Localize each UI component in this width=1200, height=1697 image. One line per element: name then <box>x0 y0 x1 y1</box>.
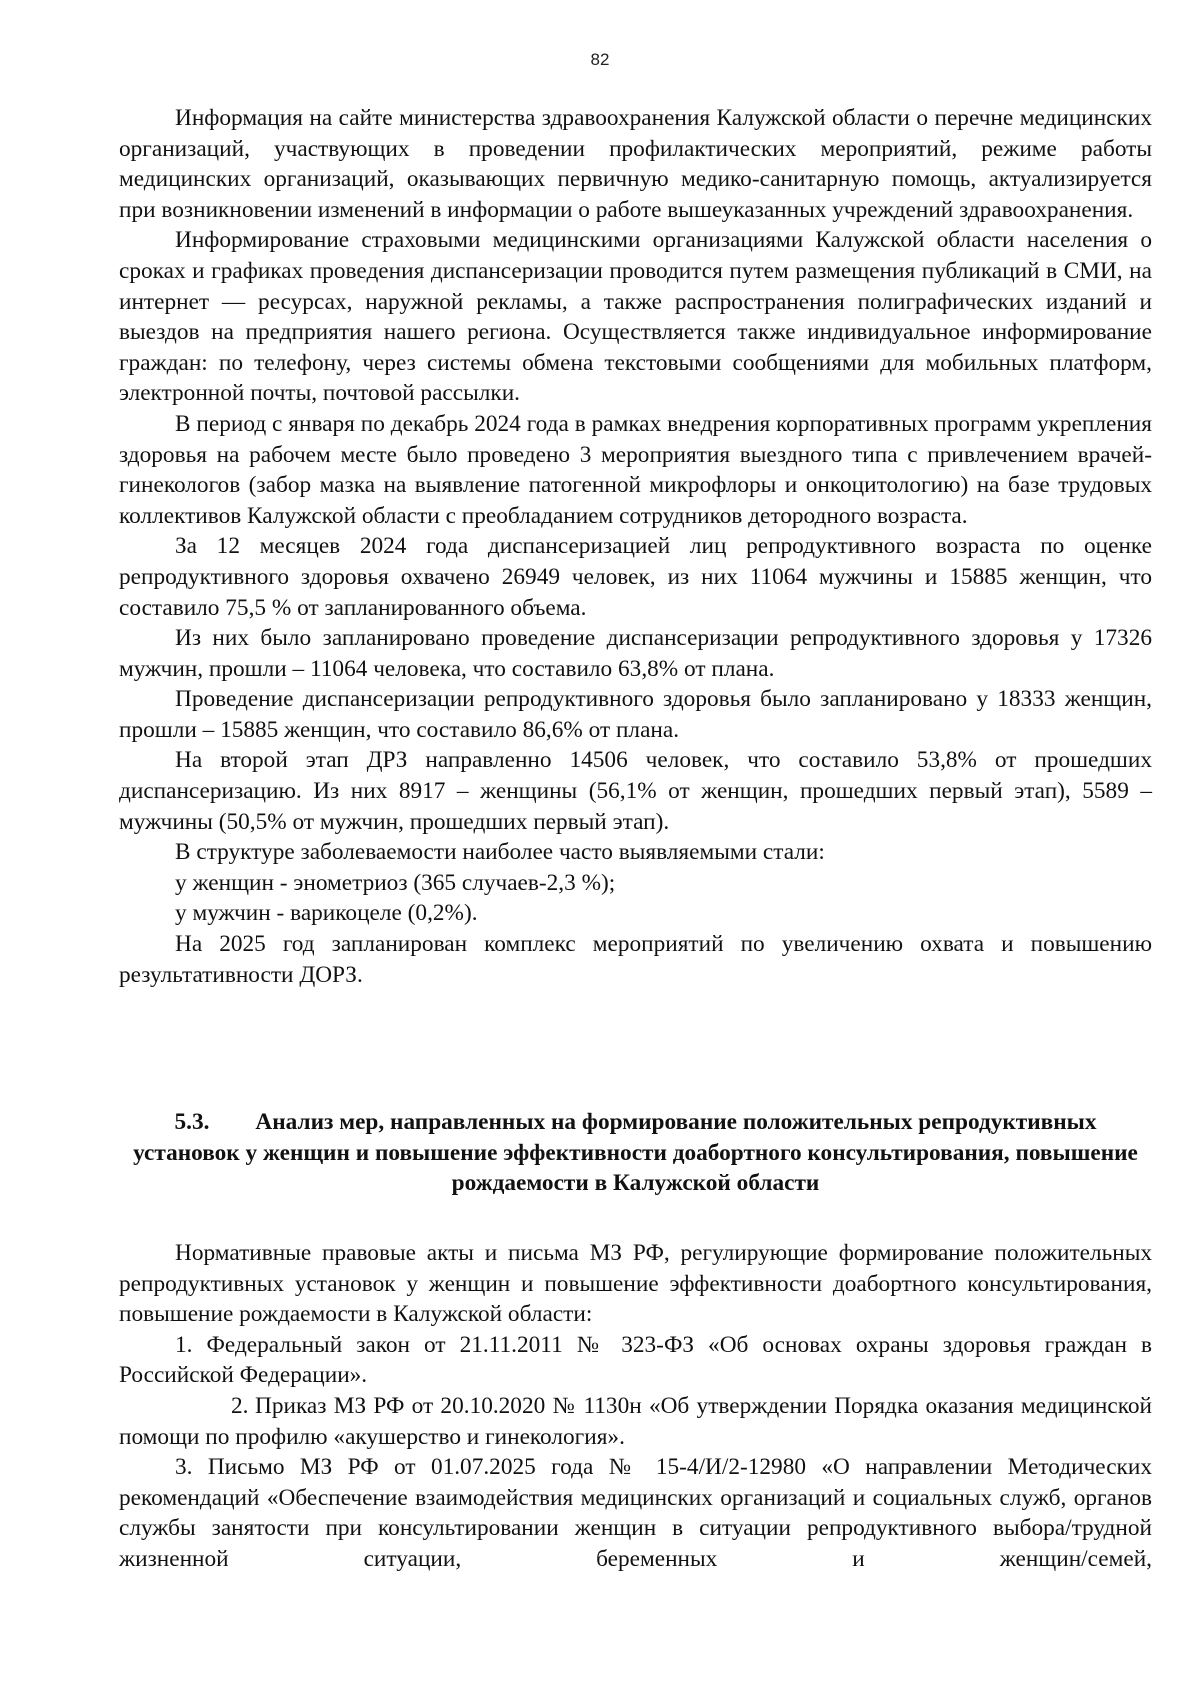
paragraph-plan-2025: На 2025 год запланирован комплекс мероприятий по увеличению охвата и повышению результативности ДОРЗ. <box>119 931 1152 988</box>
list-item-order-1130n <box>119 1391 1152 1452</box>
paragraph-insurance-informing: Информирование страховыми медицинскими организациями Калужской области населения о сроках и графиках проведения диспансеризации проводится путем размещения публикаций в СМИ, на интернет — ресурсах, наружной рекламы, а также распространения полиграфических изданий и выездов на предприятия нашего региона. Осуществляется также индивидуальное информирование граждан: по телефону, через системы обмена текстовыми сообщениями для мобильных платформ, электронной почты, почтовой рассылки. <box>119 227 1152 407</box>
paragraph-men-finding: у мужчин - варикоцеле (0,2%). <box>175 900 478 927</box>
list-item-letter-mz: 3. Письмо МЗ РФ от 01.07.2025 года № 15-4/И/2-12980 «О направлении Методических рекомендаций «Обеспечение взаимодействия медицинских организаций и социальных служб, органов службы занятости при консультировании женщин в ситуации репродуктивного выбора/трудной жизненной ситуации, беременных и женщин/семей, <box>119 1454 1152 1572</box>
paragraph-women-finding: у женщин - энометриоз (365 случаев-2,3 %); <box>175 869 616 896</box>
section-body-text <box>119 1238 1152 1575</box>
page-number: 82 <box>590 50 610 69</box>
list-item-number: 2. <box>231 1392 249 1419</box>
paragraph-coverage-2024: За 12 месяцев 2024 года диспансеризацией лиц репродуктивного возраста по оценке репродуктивного здоровья охвачено 26949 человек, из них 11064 мужчины и 15885 женщин, что составило 75,5 % от запланированного объема. <box>119 533 1152 621</box>
list-item-federal-law: 1. Федеральный закон от 21.11.2011 № 323-ФЗ «Об основах охраны здоровья граждан в Российской Федерации». <box>119 1331 1152 1389</box>
body-text <box>119 103 1152 990</box>
paragraph-women-plan: Проведение диспансеризации репродуктивного здоровья было запланировано у 18333 женщин, прошли – 15885 женщин, что составило 86,6% от плана. <box>119 686 1152 743</box>
paragraph-morbidity-structure: В структуре заболеваемости наиболее часто выявляемыми стали: <box>175 839 825 866</box>
paragraph-corporate-programs: В период с января по декабрь 2024 года в рамках внедрения корпоративных программ укрепления здоровья на рабочем месте было проведено 3 мероприятия выездного типа с привлечением врачей-гинекологов (забор мазка на выявление патогенной микрофлоры и онкоцитологию) на базе трудовых коллективов Калужской области с преобладанием сотрудников детородного возраста. <box>119 410 1152 529</box>
list-item-text: Приказ МЗ РФ от 20.10.2020 № 1130н «Об утверждении Порядка оказания медицинской помощи по профилю «акушерство и гинекология». <box>119 1392 1152 1450</box>
section-title: Анализ мер, направленных на формирование положительных репродуктивных установок у женщин и повышение эффективности доабортного консультирования, повышение рождаемости в Калужской области <box>133 1109 1138 1196</box>
paragraph-second-stage: На второй этап ДРЗ направленно 14506 человек, что составило 53,8% от прошедших диспансеризацию. Из них 8917 – женщины (56,1% от женщин, прошедших первый этап), 5589 – мужчины (50,5% от мужчин, прошедших первый этап). <box>119 747 1152 835</box>
section-number: 5.3. <box>174 1109 210 1135</box>
section-heading <box>119 1107 1152 1199</box>
paragraph-men-plan: Из них было запланировано проведение диспансеризации репродуктивного здоровья у 17326 мужчин, прошли – 11064 человека, что составило 63,8% от плана. <box>119 625 1152 682</box>
paragraph-regulatory-intro: Нормативные правовые акты и письма МЗ РФ, регулирующие формирование положительных репродуктивных установок у женщин и повышение эффективности доабортного консультирования, повышение рождаемости в Калужской области: <box>119 1240 1152 1328</box>
paragraph-website-info: Информация на сайте министерства здравоохранения Калужской области о перечне медицинских организаций, участвующих в проведении профилактических мероприятий, режиме работы медицинских организаций, оказывающих первичную медико-санитарную помощь, актуализируется при возникновении изменений в информации о работе вышеуказанных учреждений здравоохранения. <box>119 105 1152 223</box>
